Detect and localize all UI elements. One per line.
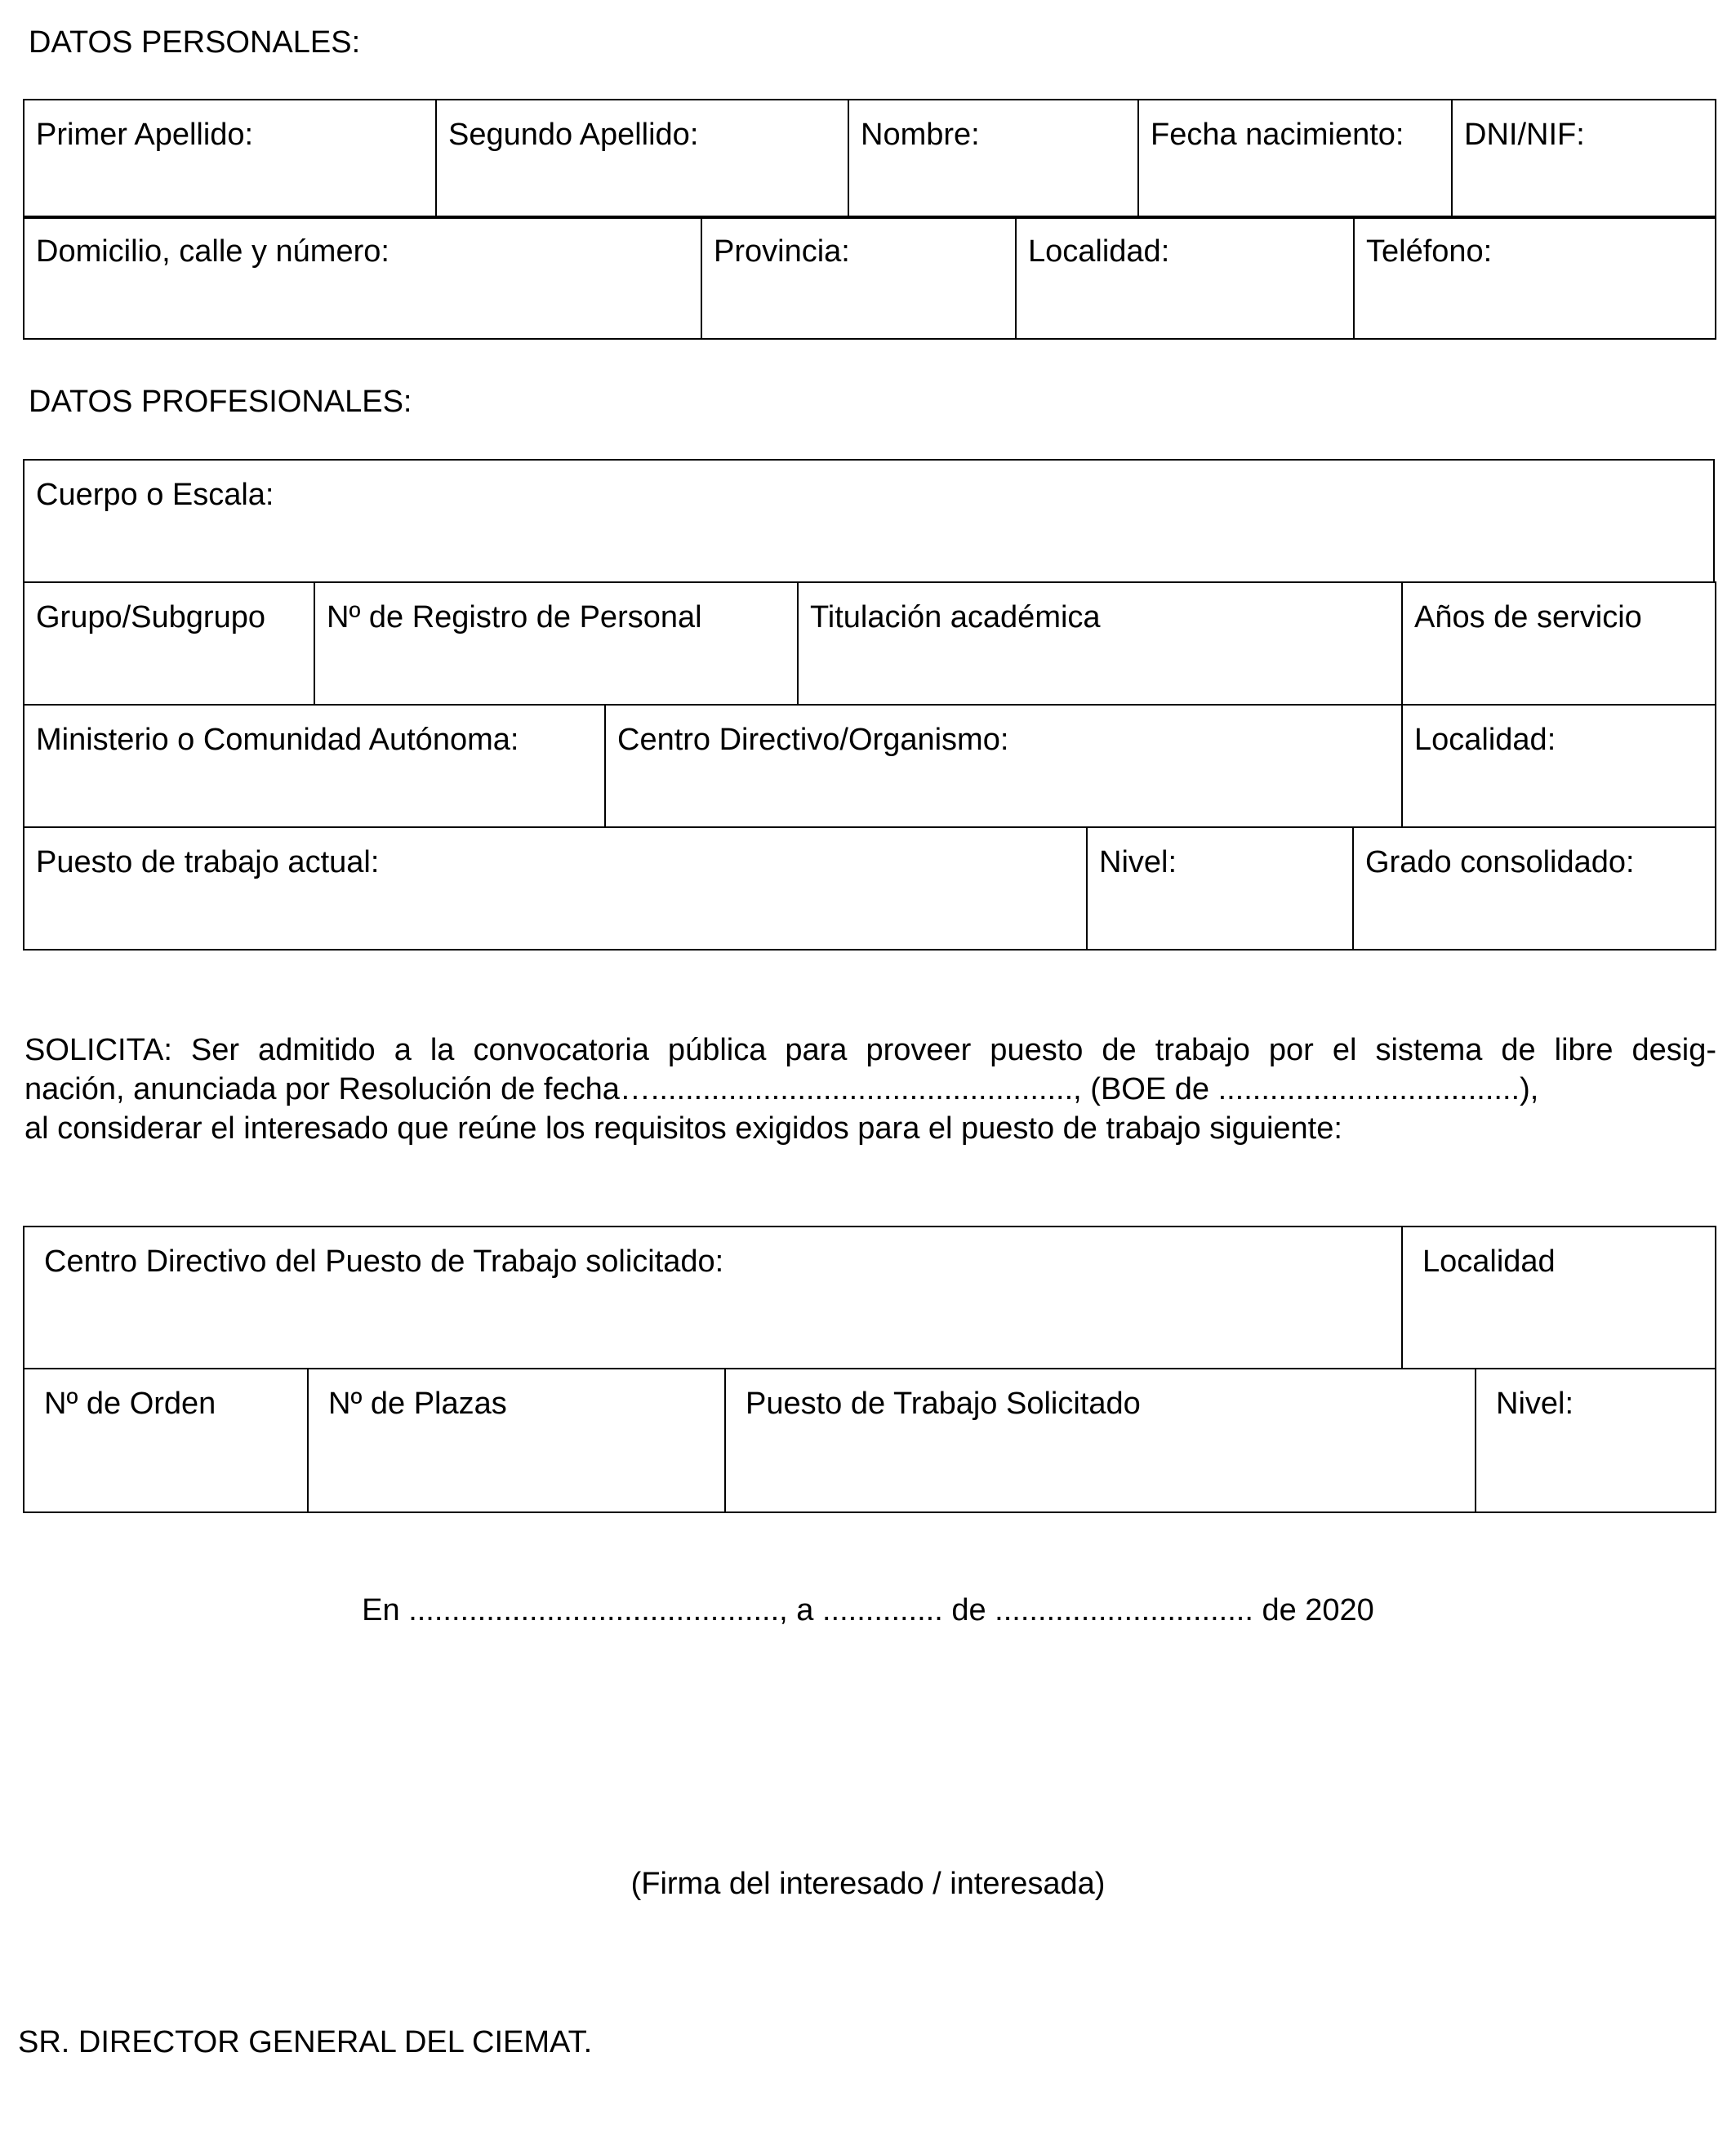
ministry-label: Ministerio o Comunidad Autónoma: — [36, 723, 519, 757]
address-field[interactable] — [24, 216, 701, 339]
order-number-label: Nº de Orden — [44, 1387, 216, 1421]
professional-row-2 — [24, 582, 1716, 705]
professional-row-4 — [24, 827, 1716, 950]
requested-level-field[interactable] — [1476, 1369, 1716, 1512]
current-level-field[interactable] — [1087, 827, 1353, 950]
current-position-field[interactable] — [24, 827, 1087, 950]
academic-degree-label: Titulación académica — [810, 600, 1101, 634]
professional-row-3 — [24, 705, 1716, 827]
requested-directive-center-label: Centro Directivo del Puesto de Trabajo solicitado: — [44, 1244, 724, 1279]
requested-locality-label: Localidad — [1422, 1244, 1556, 1279]
requested-level-label: Nivel: — [1496, 1387, 1574, 1421]
birth-date-field[interactable] — [1138, 100, 1452, 218]
birth-date-label: Fecha nacimiento: — [1151, 118, 1404, 152]
requested-position-row-2-table — [23, 1368, 1716, 1513]
requested-directive-center-field[interactable] — [24, 1227, 1402, 1369]
dni-nif-label: DNI/NIF: — [1464, 118, 1585, 152]
years-of-service-field[interactable] — [1402, 582, 1716, 705]
group-subgroup-field[interactable] — [24, 582, 314, 705]
request-line-3: al considerar el interesado que reúne los requisitos exigidos para el puesto de trabajo siguiente: — [24, 1111, 1342, 1146]
request-line-1: SOLICITA: Ser admitido a la convocatoria pública para proveer puesto de trabajo por el sistema de libre desig- — [24, 1033, 1716, 1067]
requested-position-field[interactable] — [725, 1369, 1476, 1512]
requested-position-row-1 — [24, 1227, 1716, 1369]
professional-row-4-table — [23, 826, 1716, 951]
professional-locality-label: Localidad: — [1414, 723, 1556, 757]
addressee: SR. DIRECTOR GENERAL DEL CIEMAT. — [18, 2025, 593, 2059]
directive-center-label: Centro Directivo/Organismo: — [617, 723, 1009, 757]
personal-data-heading: DATOS PERSONALES: — [29, 25, 361, 60]
first-surname-field[interactable] — [24, 100, 436, 218]
first-surname-label: Primer Apellido: — [36, 118, 254, 152]
locality-label: Localidad: — [1028, 234, 1170, 269]
request-line-2: nación, anunciada por Resolución de fecha…................................................., (BOE de ...................................), — [24, 1072, 1539, 1106]
professional-row-1 — [24, 460, 1714, 582]
second-surname-field[interactable] — [436, 100, 848, 218]
professional-data-heading: DATOS PROFESIONALES: — [29, 385, 412, 419]
professional-locality-field[interactable] — [1402, 705, 1716, 827]
dni-nif-field[interactable] — [1452, 100, 1716, 218]
consolidated-grade-field[interactable] — [1353, 827, 1716, 950]
ministry-field[interactable] — [24, 705, 605, 827]
body-or-scale-field[interactable] — [24, 460, 1714, 582]
phone-label: Teléfono: — [1366, 234, 1493, 269]
locality-field[interactable] — [1016, 216, 1354, 339]
date-place-line: En ..........................................., a .............. de .............................. de 2020 — [362, 1593, 1374, 1627]
order-number-field[interactable] — [24, 1369, 308, 1512]
personal-row-1 — [24, 100, 1716, 218]
request-paragraph — [24, 1031, 1716, 1148]
second-surname-label: Segundo Apellido: — [448, 118, 699, 152]
personal-data-table-bottom — [23, 216, 1716, 340]
number-of-places-field[interactable] — [308, 1369, 725, 1512]
personal-data-table-top — [23, 99, 1716, 219]
province-field[interactable] — [701, 216, 1016, 339]
professional-row-2-table — [23, 581, 1716, 706]
phone-field[interactable] — [1354, 216, 1716, 339]
number-of-places-label: Nº de Plazas — [328, 1387, 507, 1421]
requested-locality-field[interactable] — [1402, 1227, 1716, 1369]
academic-degree-field[interactable] — [798, 582, 1402, 705]
signature-caption: (Firma del interesado / interesada) — [630, 1867, 1106, 1901]
professional-row-1-table — [23, 459, 1715, 583]
consolidated-grade-label: Grado consolidado: — [1365, 845, 1635, 879]
name-field[interactable] — [848, 100, 1138, 218]
group-subgroup-label: Grupo/Subgrupo — [36, 600, 265, 634]
personnel-registry-label: Nº de Registro de Personal — [327, 600, 702, 634]
name-label: Nombre: — [861, 118, 980, 152]
personnel-registry-field[interactable] — [314, 582, 798, 705]
address-label: Domicilio, calle y número: — [36, 234, 389, 269]
current-position-label: Puesto de trabajo actual: — [36, 845, 380, 879]
requested-position-label: Puesto de Trabajo Solicitado — [746, 1387, 1141, 1421]
years-of-service-label: Años de servicio — [1414, 600, 1642, 634]
current-level-label: Nivel: — [1099, 845, 1177, 879]
body-or-scale-label: Cuerpo o Escala: — [36, 478, 274, 512]
province-label: Provincia: — [714, 234, 850, 269]
requested-position-row-2 — [24, 1369, 1716, 1512]
directive-center-field[interactable] — [605, 705, 1402, 827]
requested-position-row-1-table — [23, 1226, 1716, 1369]
personal-row-2 — [24, 216, 1716, 339]
professional-row-3-table — [23, 704, 1716, 828]
